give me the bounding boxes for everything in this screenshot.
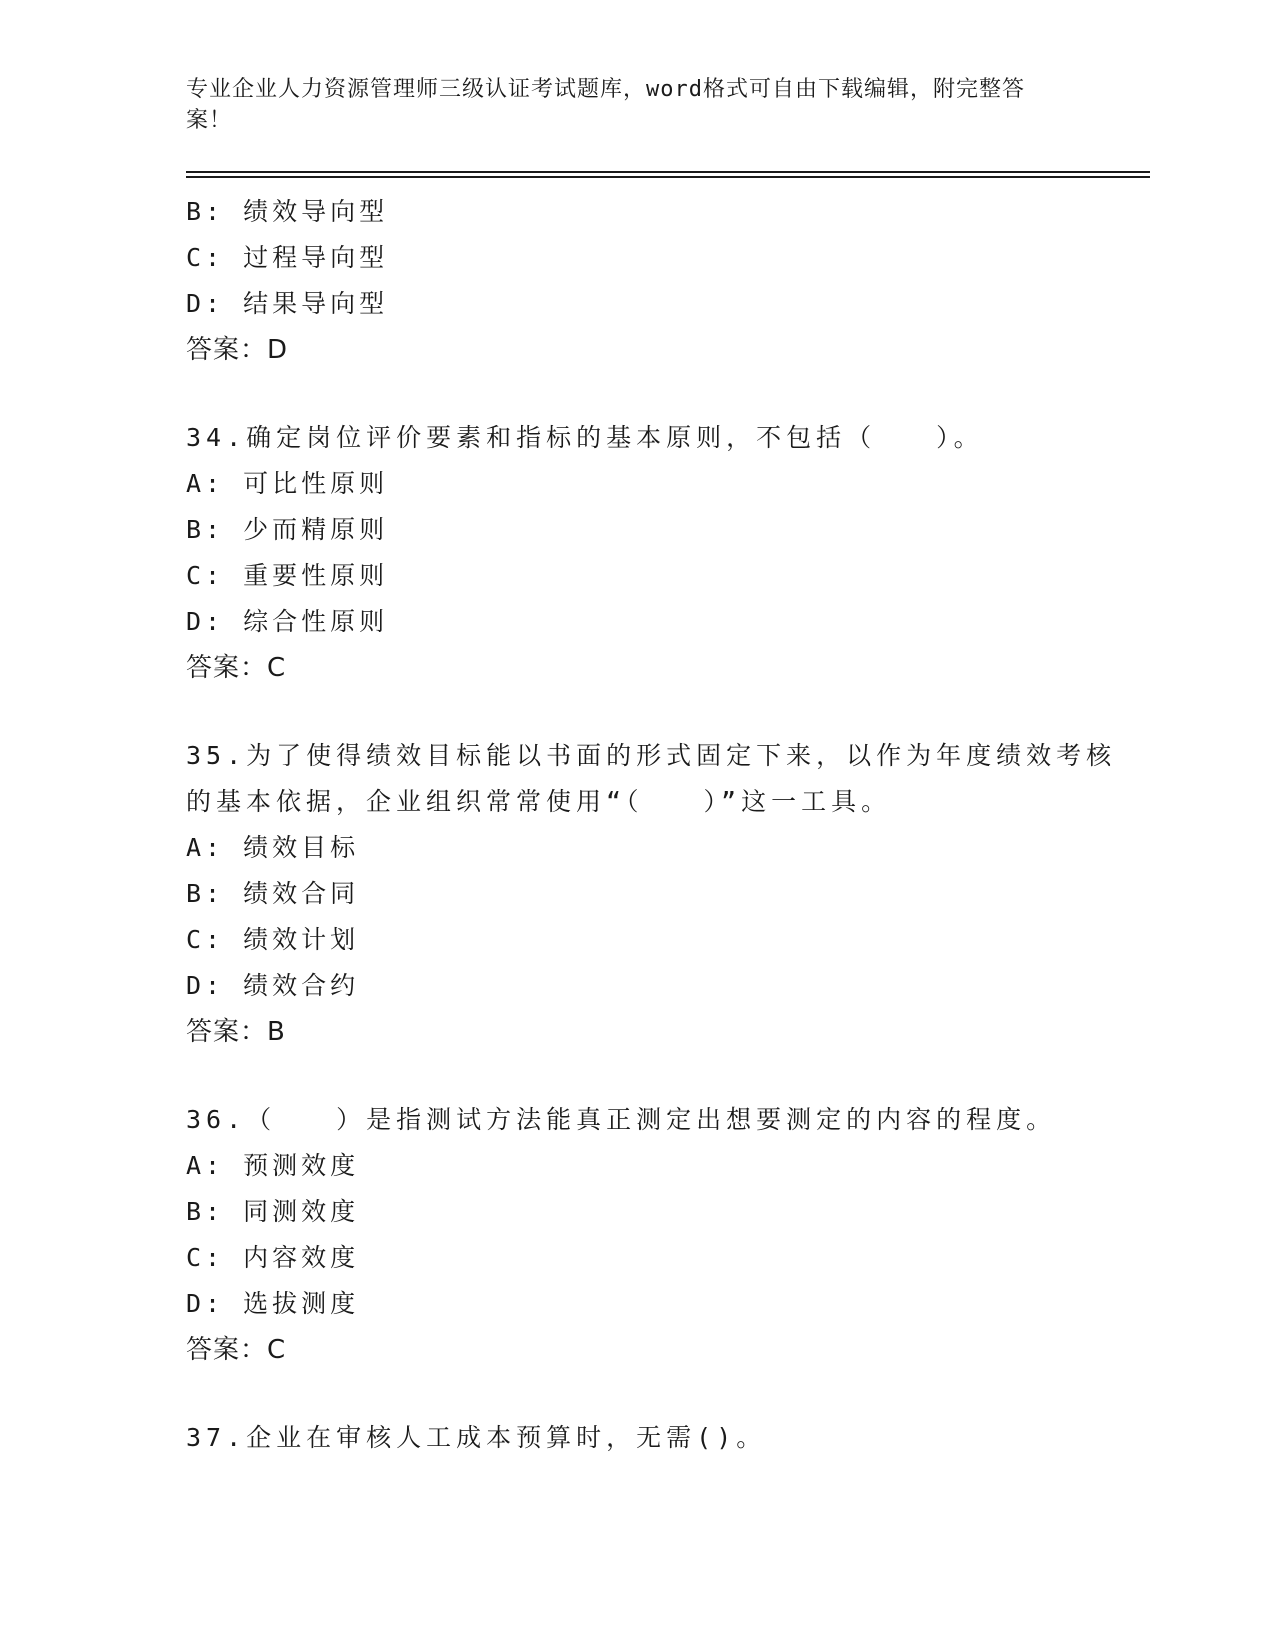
question-stem: 的基本依据，企业组织常常使用“（ ）”这一工具。 [186, 787, 892, 816]
option-letter: A: [186, 833, 225, 862]
answer-line: 答案：B [186, 1017, 286, 1047]
option-letter: B: [186, 879, 225, 908]
option-letter: D: [186, 289, 225, 318]
question-stem: 37.企业在审核人工成本预算时，无需()。 [186, 1423, 767, 1452]
option-b [186, 871, 1086, 917]
option-b [186, 507, 1086, 553]
question-gap [186, 1373, 1086, 1415]
option-text: 结果导向型 [243, 289, 389, 318]
header-rule-top [186, 171, 1150, 173]
option-text: 综合性原则 [243, 607, 389, 636]
option-text: 绩效目标 [243, 833, 360, 862]
question-block [186, 1415, 1086, 1461]
question-fragment [186, 189, 1086, 373]
question-gap [186, 691, 1086, 733]
option-letter: C: [186, 243, 225, 272]
option-letter: A: [186, 1151, 225, 1180]
question-gap [186, 1055, 1086, 1097]
option-b [186, 189, 1086, 235]
option-text: 绩效计划 [243, 925, 360, 954]
question-list [186, 189, 1117, 1461]
option-text: 内容效度 [243, 1243, 360, 1272]
option-letter: C: [186, 561, 225, 590]
option-letter: B: [186, 197, 225, 226]
header-rule-bottom [186, 176, 1150, 178]
option-a [186, 1143, 1086, 1189]
option-d [186, 963, 1086, 1009]
document-header [186, 74, 1066, 136]
option-letter: A: [186, 469, 225, 498]
option-text: 绩效合同 [243, 879, 360, 908]
option-text: 绩效导向型 [243, 197, 389, 226]
question-block [186, 1097, 1086, 1373]
option-text: 预测效度 [243, 1151, 360, 1180]
option-text: 过程导向型 [243, 243, 389, 272]
question-stem: 35.为了使得绩效目标能以书面的形式固定下来，以作为年度绩效考核 [186, 741, 1117, 770]
answer-line: 答案：C [186, 1335, 287, 1365]
header-text: 专业企业人力资源管理师三级认证考试题库，word格式可自由下载编辑，附完整答案！ [186, 77, 1025, 133]
option-text: 少而精原则 [243, 515, 389, 544]
option-letter: D: [186, 607, 225, 636]
option-d [186, 599, 1086, 645]
question-gap [186, 373, 1086, 415]
option-letter: D: [186, 1289, 225, 1318]
option-a [186, 825, 1086, 871]
option-a [186, 461, 1086, 507]
option-b [186, 1189, 1086, 1235]
option-c [186, 1235, 1086, 1281]
answer-line: 答案：C [186, 653, 287, 683]
option-letter: B: [186, 1197, 225, 1226]
option-d [186, 1281, 1086, 1327]
question-stem: 36.（ ）是指测试方法能真正测定出想要测定的内容的程度。 [186, 1105, 1057, 1134]
option-d [186, 281, 1086, 327]
option-text: 可比性原则 [243, 469, 389, 498]
question-block [186, 415, 1086, 691]
option-letter: C: [186, 925, 225, 954]
question-block [186, 733, 1117, 1055]
option-letter: B: [186, 515, 225, 544]
option-text: 重要性原则 [243, 561, 389, 590]
option-c [186, 917, 1086, 963]
option-letter: D: [186, 971, 225, 1000]
option-text: 绩效合约 [243, 971, 360, 1000]
option-text: 选拔测度 [243, 1289, 360, 1318]
option-c [186, 235, 1086, 281]
answer-line: 答案：D [186, 335, 289, 365]
option-letter: C: [186, 1243, 225, 1272]
option-text: 同测效度 [243, 1197, 360, 1226]
question-stem: 34.确定岗位评价要素和指标的基本原则，不包括（ ）。 [186, 423, 984, 452]
option-c [186, 553, 1086, 599]
